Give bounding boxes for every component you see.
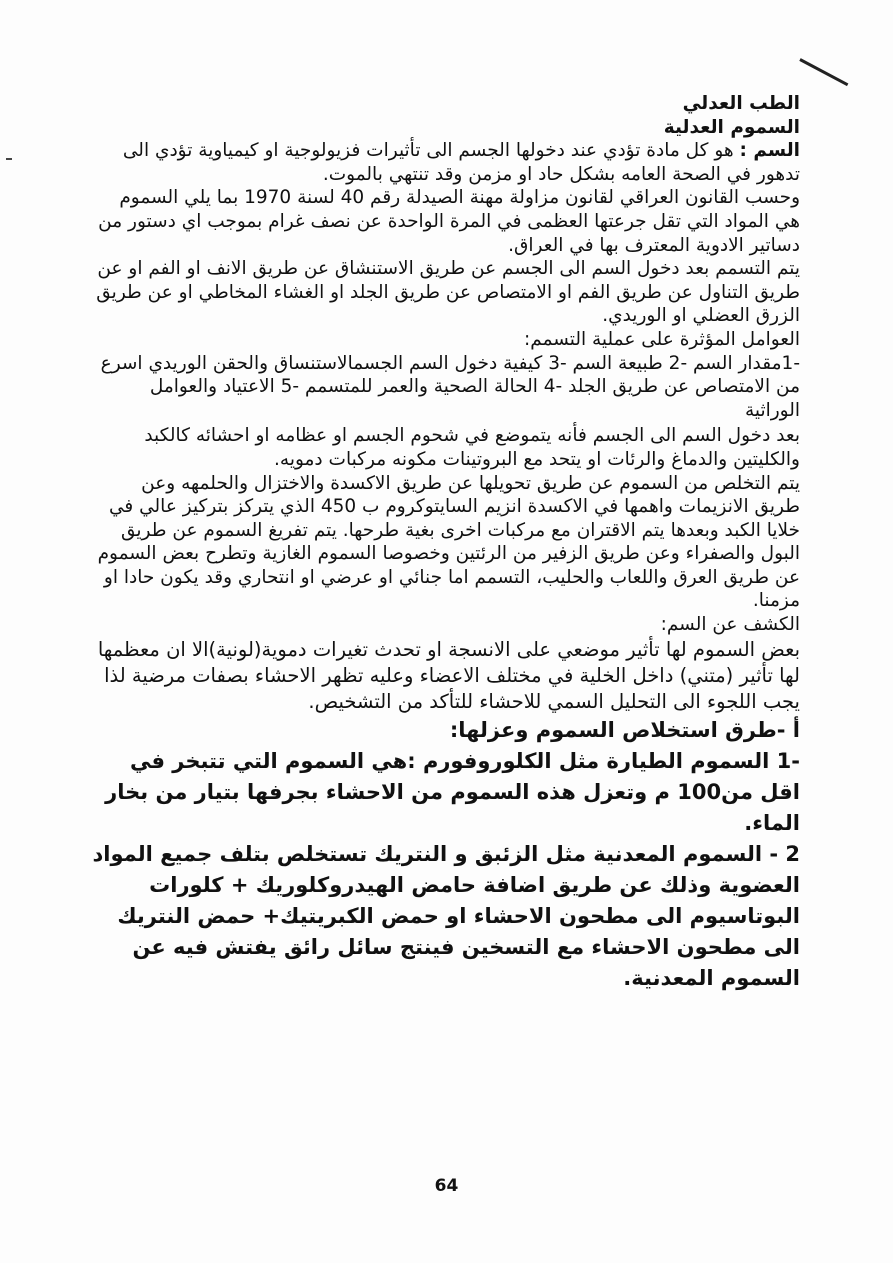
factors-list: -1مقدار السم -2 طبيعة السم -3 كيفية دخول السم الجسمالاستنساق والحقن الوريدي اسرع من الامتصاص عن طريق الجلد -4 الحالة الصحية والعمر للمتسمم -5 الاعتياد والعوامل الوراثية <box>100 352 800 421</box>
entry-routes-paragraph: يتم التسمم بعد دخول السم الى الجسم عن طريق الاستنشاق عن طريق الانف او الفم او عن طريق التناول عن طريق الفم او الامتصاص عن طريق الجلد او الغشاء المخاطي او عن طريق الزرق العضلي او الوريدي. <box>96 258 800 327</box>
page-number: 64 <box>434 1176 459 1196</box>
definition-paragraph <box>90 139 800 186</box>
definition-label: السم : <box>739 140 800 162</box>
definition-text: هو كل مادة تؤدي عند دخولها الجسم الى تأثيرات فزيولوجية او كيمياوية تؤدي الى تدهور في الصحة العامه بشكل حاد او مزمن وقد تنتهي بالموت. <box>122 140 800 185</box>
document-subtitle: السموم العدلية <box>663 116 800 138</box>
extraction-heading: أ -طرق استخلاص السموم وعزلها: <box>449 717 800 742</box>
elimination-paragraph: يتم التخلص من السموم عن طريق تحويلها عن طريق الاكسدة والاختزال والحلمهه وعن طريق الانزيمات واهمها في الاكسدة انزيم السايتوكروم ب 450 الذي يتركز بتركيز عالي في خلايا الكبد وبعدها يتم الاقتران مع مركبات اخرى بغية طرحها. يتم تفريغ السموم عن طريق البول والصفراء وعن طريق الزفير من الرئتين وخصوصا السموم الغازية وتطرح بعض السموم عن طريق العرق واللعاب والحليب، التسمم اما جنائي او عرضي او انتحاري وقد يكون حادا او مزمنا. <box>97 472 800 612</box>
document-title: الطب العدلي <box>682 93 800 114</box>
extraction-item-2: 2 - السموم المعدنية مثل الزئبق و النتريك تستخلص بتلف جميع المواد العضوية وذلك عن طريق اضافة حامض الهيدروكلوريك + كلورات البوتاسيوم الى مطحون الاحشاء او حمض الكبريتيك+ حمض النتريك الى مطحون الاحشاء مع التسخين فينتج سائل رائق يفتش فيه عن السموم المعدنية. <box>92 841 800 990</box>
law-paragraph: وحسب القانون العراقي لقانون مزاولة مهنة الصيدلة رقم 40 لسنة 1970 بما يلي السموم هي المواد التي تقل جرعتها العظمى في المرة الواحدة عن نصف غرام بموجب اي دستور من دساتير الادوية المعترف بها في العراق. <box>98 187 800 256</box>
detection-paragraph: بعض السموم لها تأثير موضعي على الانسجة او تحدث تغيرات دموية(لونية)الا ان معظمها لها تأثير (متني) داخل الخلية في مختلف الاعضاء وعليه تظهر الاحشاء بصفات مرضية لذا يجب اللجوء الى التحليل السمي للاحشاء للتأكد من التشخيص. <box>97 637 800 713</box>
document-body <box>90 92 800 994</box>
distribution-paragraph: بعد دخول السم الى الجسم فأنه يتموضع في شحوم الجسم او عظامه او احشائه كالكبد والكليتين والدماغ والرئات او يتحد مع البروتينات مكونه مركبات دمويه. <box>144 425 800 470</box>
detection-heading: الكشف عن السم: <box>660 614 800 636</box>
factors-heading: العوامل المؤثرة على عملية التسمم: <box>524 328 800 350</box>
scan-speck <box>6 158 12 160</box>
extraction-item-1: -1 السموم الطيارة مثل الكلوروفورم :هي السموم التي تتبخر في اقل من100 م وتعزل هذه السموم من الاحشاء بجرفها بتيار من بخار الماء. <box>105 748 800 835</box>
pen-stroke-mark <box>799 58 848 86</box>
